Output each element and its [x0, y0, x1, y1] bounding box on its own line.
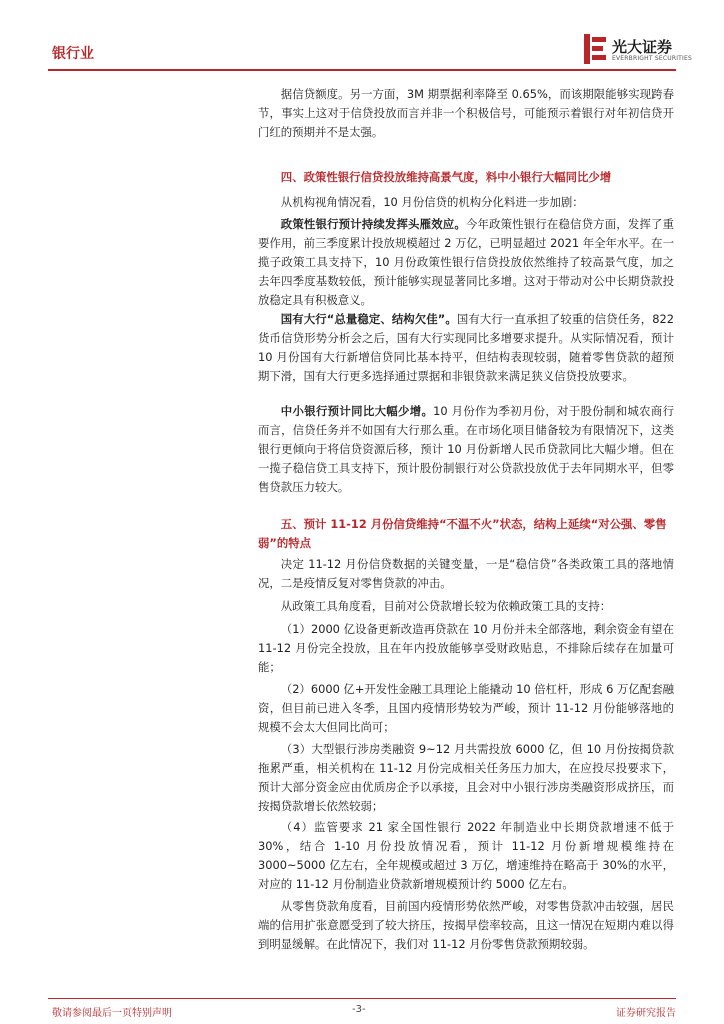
- logo-text: 光大证券: [612, 38, 673, 56]
- paragraph-1: 据信贷额度。另一方面，3M 期票据利率降至 0.65%，而该期限能够实现跨春节，事实上这对于信贷投放而言并非一个积极信号，可能预示着银行对年初信贷开门红的预期并不是太强。: [258, 87, 674, 139]
- paragraph-3-text: 今年政策性银行在稳信贷方面，发挥了重要作用，前三季度累计投放规模超过 2 万亿，已明显超过 2021 年全年水平。在一揽子政策工具支持下，10 月份政策性银行信贷投放依然维持了较高景气度，加之去年四季度基数较低，预计能够实现显著同比多增。这对于带动对公中长期贷款投放稳定具有积极意义。: [258, 217, 674, 307]
- paragraph-5-text: 10 月份作为季初月份，对于股份制和城农商行而言，信贷任务并不如国有大行那么重。在市场化项目储备较为有限情况下，这类银行更倾向于将信贷资源后移，预计 10 月份新增人民币贷款同比大幅少增。但在一揽子稳信贷工具支持下，预计股份制银行对公贷款投放优于去年同期水平，但零售贷款压力较大。: [258, 404, 674, 494]
- paragraph-5: [258, 402, 674, 497]
- paragraph-9: （2）6000 亿+开发性金融工具理论上能撬动 10 倍杠杆，形成 6 万亿配套融资，但目前已进入冬季，且国内疫情形势较为严峻，预计 11-12 月份能够落地的规模不会太大但同比尚可；: [258, 682, 674, 734]
- paragraph-6: 决定 11-12 月份信贷数据的关键变量，一是“稳信贷”各类政策工具的落地情况，二是疫情反复对零售贷款的冲击。: [258, 557, 674, 590]
- paragraph-7: 从政策工具角度看，目前对公贷款增长较为依赖政策工具的支持：: [280, 599, 612, 613]
- paragraph-4: [258, 310, 674, 386]
- paragraph-4-text: 国有大行一直承担了较重的信贷任务，822 货币信贷形势分析会之后，国有大行实现同比多增要求提升。从实际情况看，预计 10 月份国有大行新增信贷同比基本持平，但结构表现较弱，随着零售贷款的超预期下滑，国有大行更多选择通过票据和非银贷款来满足狭义信贷投放要求。: [258, 312, 674, 383]
- section-heading-5: 五、预计 11-12 月份信贷维持“不温不火”状态，结构上延续“对公强、零售弱”的特点: [258, 517, 667, 550]
- footer-disclaimer: 敬请参阅最后一页特别声明: [52, 1008, 172, 1019]
- section-label: 银行业: [52, 46, 94, 62]
- company-logo: [584, 34, 724, 68]
- everbright-logo-icon: [584, 34, 606, 64]
- header-divider: [48, 69, 676, 71]
- paragraph-2: 从机构视角情况看，10 月份信贷的机构分化料进一步加剧：: [280, 195, 584, 209]
- page-number: -3-: [352, 1004, 366, 1015]
- paragraph-8: （1）2000 亿设备更新改造再贷款在 10 月份并未全部落地，剩余资金有望在 11-12 月份完全投放，且在年内投放能够享受财政贴息，不排除后续存在加量可能；: [258, 622, 674, 674]
- footer-report-type: 证券研究报告: [616, 1008, 676, 1019]
- section-heading-4: 四、政策性银行信贷投放维持高景气度，料中小银行大幅同比少增: [280, 170, 612, 184]
- paragraph-3-lead: 政策性银行预计持续发挥头雁效应。: [280, 217, 466, 231]
- paragraph-5-lead: 中小银行预计同比大幅少增。: [280, 404, 434, 418]
- logo-subtext: EVERBRIGHT SECURITIES: [612, 55, 692, 62]
- paragraph-11: （4）监管要求 21 家全国性银行 2022 年制造业中长期贷款增速不低于 30%，结合 1-10 月份投放情况看，预计 11-12 月份新增规模维持在 3000~5000 亿左右，全年规模或超过 3 万亿，增速维持在略高于 30%的水平，对应的 11-12 月份制造业贷款新增规模预计约 5000 亿左右。: [258, 820, 674, 891]
- paragraph-4-lead: 国有大行“总量稳定、结构欠佳”。: [280, 312, 457, 326]
- footer-divider: [48, 998, 676, 999]
- paragraph-10: （3）大型银行涉房类融资 9~12 月共需投放 6000 亿，但 10 月份按揭贷款拖累严重，相关机构在 11-12 月份完成相关任务压力加大，在应投尽投要求下，预计大部分资金应由优质房企予以承接，且会对中小银行涉房类融资形成挤压，而按揭贷款增长依然较弱；: [258, 742, 674, 813]
- paragraph-3: [258, 215, 674, 310]
- paragraph-12: 从零售贷款角度看，目前国内疫情形势依然严峻，对零售贷款冲击较强，居民端的信用扩张意愿受到了较大挤压，按揭早偿率较高，且这一情况在短期内难以得到明显缓解。在此情况下，我们对 11-12 月份零售贷款预期较弱。: [258, 899, 674, 951]
